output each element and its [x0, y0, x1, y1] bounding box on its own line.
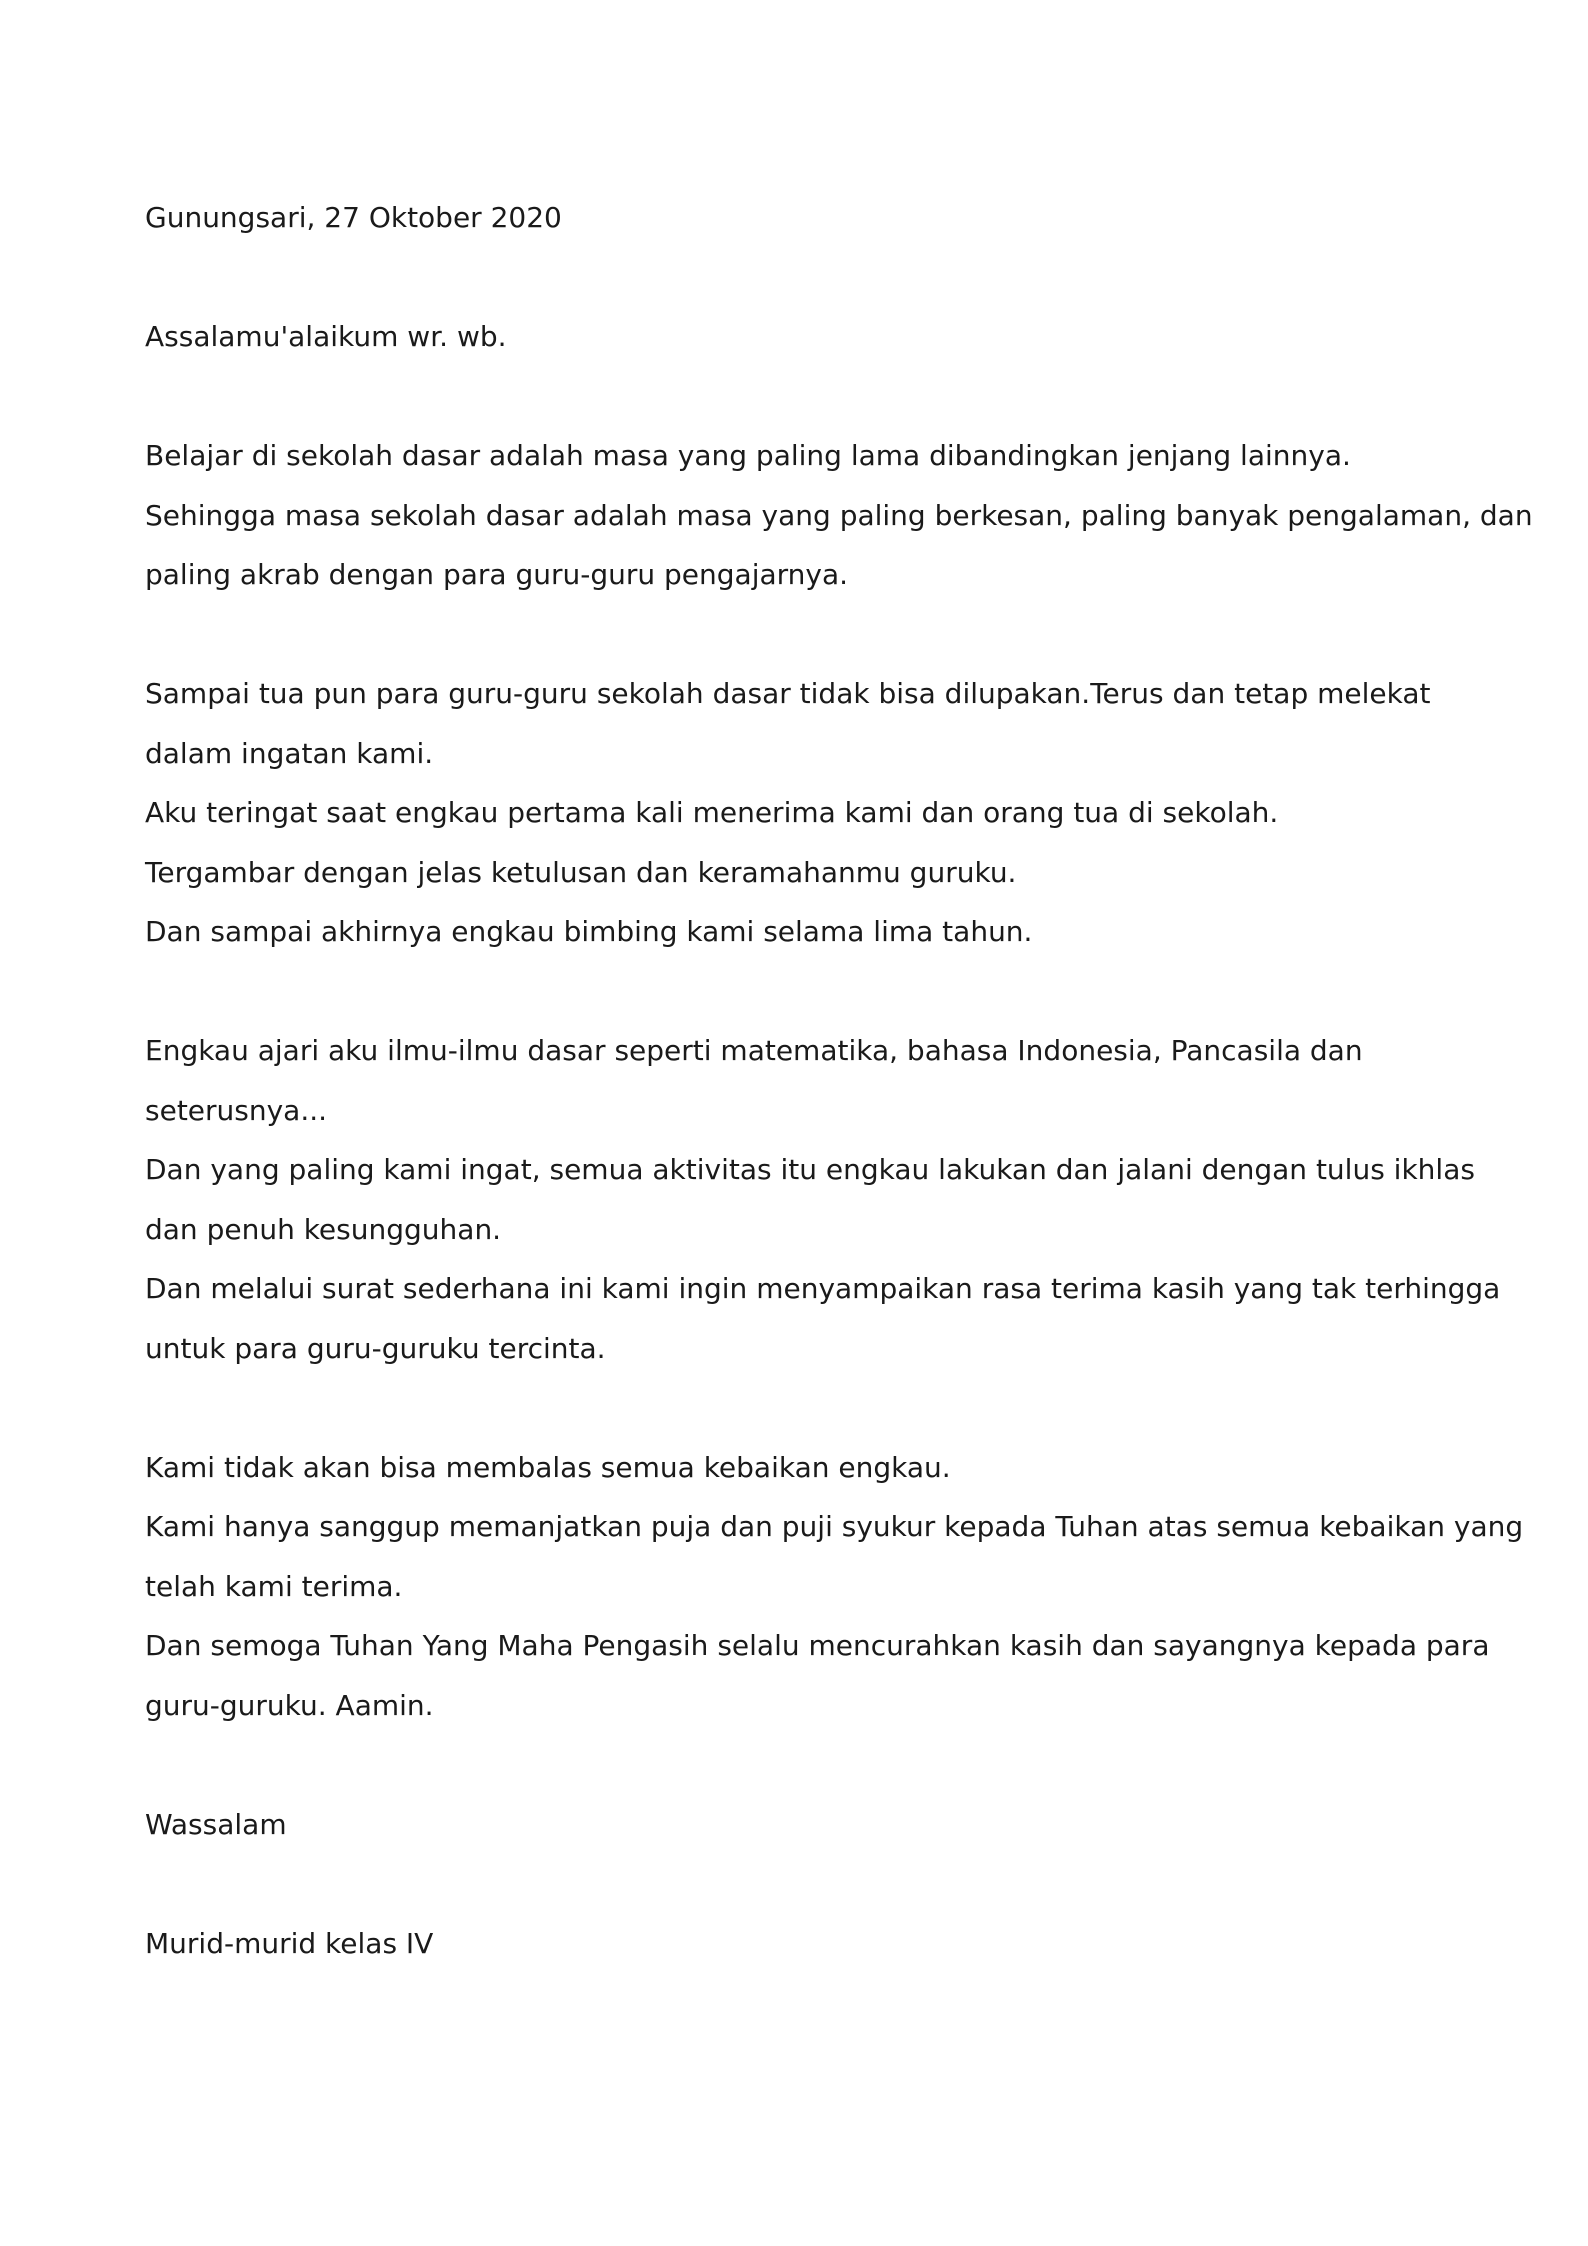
paragraph-line: untuk para guru-guruku tercinta. [145, 1331, 606, 1365]
letter-signature: Murid-murid kelas IV [145, 1926, 434, 1960]
paragraph-line: Dan semoga Tuhan Yang Maha Pengasih selalu mencurahkan kasih dan sayangnya kepada para [145, 1629, 1490, 1662]
paragraph-line: Dan melalui surat sederhana ini kami ingin menyampaikan rasa terima kasih yang tak terhingga [145, 1272, 1501, 1305]
spacer [145, 1378, 1485, 1438]
paragraph-line: Kami hanya sanggup memanjatkan puja dan puji syukur kepada Tuhan atas semua kebaikan yang [145, 1510, 1524, 1543]
paragraph-3 [145, 1021, 1501, 1378]
paragraph-line: guru-guruku. Aamin. [145, 1688, 434, 1722]
paragraph-line: paling akrab dengan para guru-guru pengajarnya. [145, 558, 849, 591]
spacer [145, 1854, 1485, 1914]
letter-date: Gunungsari, 27 Oktober 2020 [145, 201, 562, 234]
paragraph-2 [145, 664, 1485, 962]
paragraph-line: Sampai tua pun para guru-guru sekolah dasar tidak bisa dilupakan.Terus dan tetap melekat [145, 677, 1431, 710]
spacer [145, 962, 1485, 1022]
spacer [145, 367, 1485, 427]
paragraph-line: Engkau ajari aku ilmu-ilmu dasar seperti matematika, bahasa Indonesia, Pancasila dan [145, 1034, 1363, 1067]
paragraph-line: seterusnya... [145, 1093, 328, 1127]
paragraph-line: Dan yang paling kami ingat, semua aktivitas itu engkau lakukan dan jalani dengan tulus ikhlas [145, 1153, 1475, 1186]
paragraph-4 [145, 1438, 1524, 1736]
paragraph-line: Aku teringat saat engkau pertama kali menerima kami dan orang tua di sekolah. [145, 796, 1279, 829]
spacer [145, 248, 1485, 308]
paragraph-line: Sehingga masa sekolah dasar adalah masa yang paling berkesan, paling banyak pengalaman, dan [145, 498, 1533, 532]
paragraph-line: Tergambar dengan jelas ketulusan dan keramahanmu guruku. [145, 855, 1017, 889]
paragraph-line: Belajar di sekolah dasar adalah masa yang paling lama dibandingkan jenjang lainnya. [145, 439, 1351, 472]
letter-page [145, 188, 1533, 1973]
paragraph-line: dan penuh kesungguhan. [145, 1212, 502, 1246]
letter-greeting: Assalamu'alaikum wr. wb. [145, 320, 507, 353]
paragraph-1 [145, 426, 1533, 605]
paragraph-line: Dan sampai akhirnya engkau bimbing kami selama lima tahun. [145, 915, 1033, 948]
spacer [145, 1735, 1485, 1795]
spacer [145, 605, 1485, 665]
paragraph-line: telah kami terima. [145, 1569, 403, 1603]
paragraph-line: Kami tidak akan bisa membalas semua kebaikan engkau. [145, 1450, 951, 1484]
letter-closing: Wassalam [145, 1807, 287, 1841]
paragraph-line: dalam ingatan kami. [145, 736, 434, 770]
